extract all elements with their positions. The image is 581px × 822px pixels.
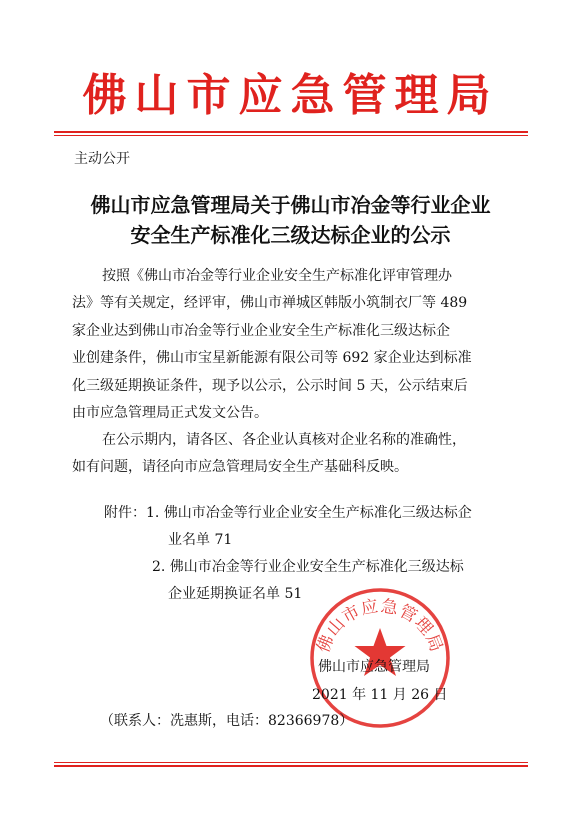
letterhead-title: 佛山市应急管理局: [82, 70, 499, 121]
para1-line: 按照《佛山市冶金等行业企业安全生产标准化评审管理办: [102, 268, 452, 284]
disclosure-label: 主动公开: [74, 151, 130, 167]
contact-info: （联系人：冼惠斯，电话：82366978）: [100, 713, 354, 729]
seal-text: 佛山市应急管理局: [313, 596, 447, 656]
attachment-1-line2[interactable]: 业名单 71: [168, 532, 233, 548]
attachments-label: 附件：: [104, 505, 146, 521]
attachment-1-line1[interactable]: 1. 佛山市冶金等行业企业安全生产标准化三级达标企: [146, 505, 472, 521]
footer-rule-thick: [54, 765, 528, 767]
footer-rule-thin: [54, 762, 528, 763]
body-paragraph-2: [72, 427, 510, 482]
letterhead-rule-thin: [54, 135, 528, 136]
body-paragraph-1: [72, 263, 510, 427]
attachment-2-line1[interactable]: 2. 佛山市冶金等行业企业安全生产标准化三级达标: [152, 559, 464, 575]
attachment-2-line2[interactable]: 企业延期换证名单 51: [168, 586, 303, 602]
para1-line: 化三级延期换证条件，现予以公示，公示时间 5 天，公示结束后: [72, 377, 468, 394]
notice-title: [62, 190, 519, 250]
para1-line: 业创建条件，佛山市宝星新能源有限公司等 692 家企业达到标准: [72, 350, 472, 367]
para2-line: 在公示期内，请各区、各企业认真核对企业名称的准确性，: [102, 432, 466, 448]
signoff-date: 2021 年 11 月 26 日: [312, 687, 448, 703]
para1-line: 由市应急管理局正式发文公告。: [72, 405, 268, 422]
signoff-issuer: 佛山市应急管理局: [318, 659, 430, 675]
para2-line: 如有问题，请径向市应急管理局安全生产基础科反映。: [72, 459, 408, 476]
notice-title-line1: 佛山市应急管理局关于佛山市冶金等行业企业: [90, 193, 491, 217]
letterhead-rule-thick: [54, 131, 528, 133]
para1-line: 法》等有关规定，经评审，佛山市禅城区韩版小筑制衣厂等 489: [72, 295, 468, 312]
notice-title-line2: 安全生产标准化三级达标企业的公示: [130, 223, 451, 247]
para1-line: 家企业达到佛山市冶金等行业企业安全生产标准化三级达标企: [72, 322, 450, 339]
